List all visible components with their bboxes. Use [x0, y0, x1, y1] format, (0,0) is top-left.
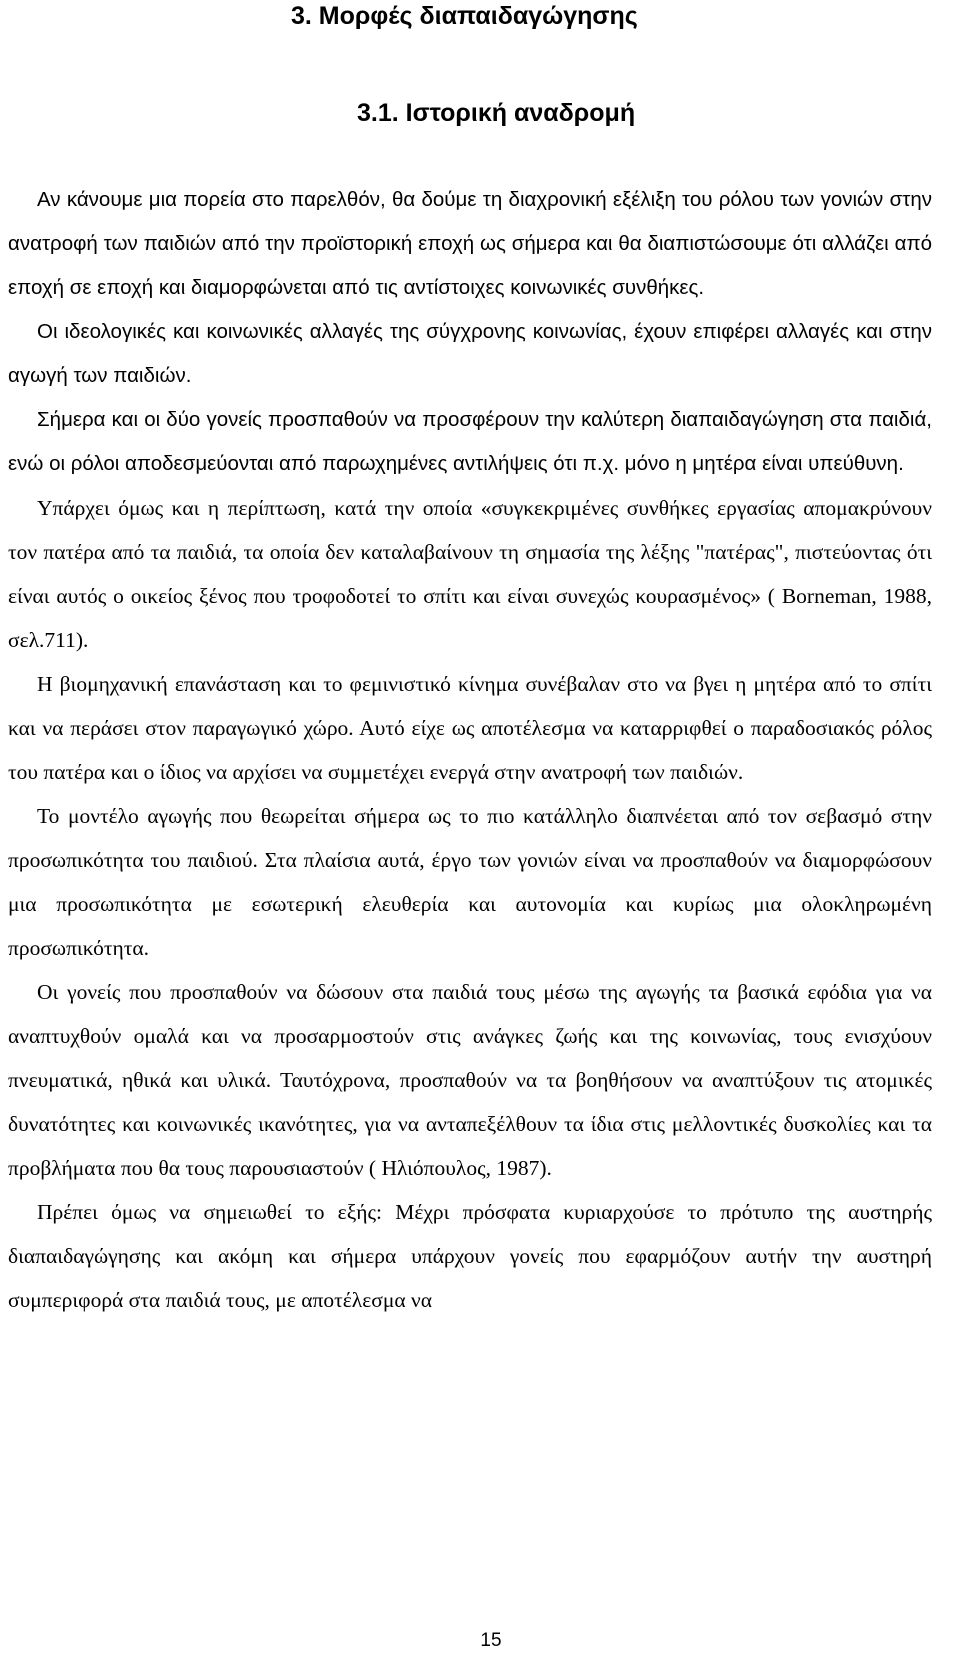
chapter-title: 3. Μορφές διαπαιδαγώγησης — [291, 2, 638, 30]
section-title: 3.1. Ιστορική αναδρομή — [357, 99, 636, 127]
page-number: 15 — [480, 1630, 502, 1651]
paragraph: Το μοντέλο αγωγής που θεωρείται σήμερα ως το πιο κατάλληλο διαπνέεται από τον σεβασμό στην προσωπικότητα του παιδιού. Στα πλαίσια αυτά, έργο των γονιών είναι να προσπαθούν να διαμορφώσουν μια προσωπικότητα με εσωτερική ελευθερία και αυτονομία και κυρίως μια ολοκληρωμένη προσωπικότητα. — [8, 804, 932, 960]
paragraph: Οι γονείς που προσπαθούν να δώσουν στα παιδιά τους μέσω της αγωγής τα βασικά εφόδια για να αναπτυχθούν ομαλά και να προσαρμοστούν στις ανάγκες ζωής και της κοινωνίας, τους ενισχύουν πνευματικά, ηθικά και υλικά. Ταυτόχρονα, προσπαθούν να τα βοηθήσουν να αναπτύξουν τις ατομικές δυνατότητες και κοινωνικές ικανότητες, για να ανταπεξέλθουν τα ίδια στις μελλοντικές δυσκολίες και τα προβλήματα που θα τους παρουσιαστούν ( Ηλιόπουλος, 1987). — [8, 980, 932, 1180]
body-text — [8, 178, 932, 1322]
paragraph: Υπάρχει όμως και η περίπτωση, κατά την οποία «συγκεκριμένες συνθήκες εργασίας απομακρύνουν τον πατέρα από τα παιδιά, τα οποία δεν καταλαβαίνουν τη σημασία της λέξης "πατέρας", πιστεύοντας ότι είναι αυτός ο οικείος ξένος που τροφοδοτεί το σπίτι και είναι συνεχώς κουρασμένος» ( Borneman, 1988, σελ.711). — [8, 496, 932, 652]
paragraph: Αν κάνουμε μια πορεία στο παρελθόν, θα δούμε τη διαχρονική εξέλιξη του ρόλου των γονιών στην ανατροφή των παιδιών από την προϊστορική εποχή ως σήμερα και θα διαπιστώσουμε ότι αλλάζει από εποχή σε εποχή και διαμορφώνεται από τις αντίστοιχες κοινωνικές συνθήκες. — [8, 188, 932, 299]
paragraph: Πρέπει όμως να σημειωθεί το εξής: Μέχρι πρόσφατα κυριαρχούσε το πρότυπο της αυστηρής διαπαιδαγώγησης και ακόμη και σήμερα υπάρχουν γονείς που εφαρμόζουν αυτήν την αυστηρή συμπεριφορά στα παιδιά τους, με αποτέλεσμα να — [8, 1200, 932, 1312]
paragraph: Σήμερα και οι δύο γονείς προσπαθούν να προσφέρουν την καλύτερη διαπαιδαγώγηση στα παιδιά, ενώ οι ρόλοι αποδεσμεύονται από παρωχημένες αντιλήψεις ότι π.χ. μόνο η μητέρα είναι υπεύθυνη. — [8, 408, 932, 475]
paragraph: Η βιομηχανική επανάσταση και το φεμινιστικό κίνημα συνέβαλαν στο να βγει η μητέρα από το σπίτι και να περάσει στον παραγωγικό χώρο. Αυτό είχε ως αποτέλεσμα να καταρριφθεί ο παραδοσιακός ρόλος του πατέρα και ο ίδιος να αρχίσει να συμμετέχει ενεργά στην ανατροφή των παιδιών. — [8, 672, 932, 784]
paragraph: Οι ιδεολογικές και κοινωνικές αλλαγές της σύγχρονης κοινωνίας, έχουν επιφέρει αλλαγές και στην αγωγή των παιδιών. — [8, 320, 932, 387]
